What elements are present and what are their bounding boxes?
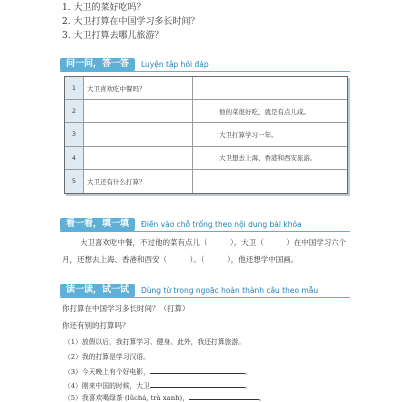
- qa-row: [65, 100, 347, 123]
- exercise-number: （1）: [64, 338, 82, 346]
- exercise-number: （2）: [64, 353, 82, 361]
- exercise-tail: 。: [244, 382, 252, 390]
- section-2-subtitle: Điền vào chỗ trống theo nội dung bài khóa: [141, 220, 302, 229]
- qa-question: [83, 123, 193, 145]
- exercise-text: 放假以后，我打算学习、健身。此外，我还打算旅游。: [81, 338, 246, 346]
- answer-blank[interactable]: [150, 366, 245, 374]
- exercise-tail: 。: [244, 368, 252, 376]
- qa-answer: 大卫打算学习一年。: [219, 130, 278, 139]
- question-2: 2. 大卫打算在中国学习多长时间？: [62, 17, 200, 27]
- fill-paragraph-line-2: 月，还想去上海、香港和西安（ ）。（ ），他还想学中国画。: [62, 255, 299, 264]
- answer-blank[interactable]: [189, 392, 259, 400]
- section-2-tag: 看一看，填一填: [60, 218, 135, 231]
- section-3-rule: [60, 297, 350, 298]
- section-3-subtitle: Dùng từ trong ngoặc hoàn thành câu theo mẫu: [141, 286, 319, 295]
- qa-row-number: 2: [65, 100, 84, 122]
- qa-answer: 他的菜很好吃，就是有点儿咸。: [219, 107, 310, 116]
- example-question: 你打算在中国学习多长时间？（打算）: [62, 304, 190, 313]
- exercise-item: [64, 366, 252, 376]
- qa-row: [65, 170, 347, 193]
- qa-row-number: 5: [65, 170, 84, 193]
- section-3-header: [60, 284, 318, 297]
- section-2-header: [60, 218, 302, 231]
- qa-table: [64, 76, 348, 194]
- question-3: 3. 大卫打算去哪儿旅游？: [62, 31, 164, 41]
- qa-question: [83, 147, 193, 169]
- qa-row: [65, 77, 347, 100]
- qa-answer: 大卫想去上海、香港和西安旅游。: [219, 154, 317, 163]
- exercise-number: （3）: [64, 368, 82, 376]
- qa-answer: [193, 77, 347, 99]
- qa-row: [65, 123, 347, 146]
- qa-row-number: 3: [65, 123, 84, 145]
- exercise-item: [64, 351, 150, 361]
- qa-question: 大卫还有什么打算？: [83, 170, 193, 193]
- exercise-text: 今天晚上有个好电影，: [81, 368, 150, 376]
- section-1-header: [60, 58, 209, 71]
- qa-row: [65, 147, 347, 170]
- qa-answer: [193, 170, 347, 193]
- section-2-rule: [60, 231, 350, 232]
- question-1: 1. 大卫的菜好吃吗？: [62, 3, 146, 13]
- section-1-rule: [60, 71, 350, 72]
- exercise-number: （4）: [64, 382, 82, 390]
- exercise-tail: 。: [258, 394, 266, 402]
- qa-row-number: 1: [65, 77, 84, 99]
- qa-question: 大卫喜欢吃中餐吗？: [83, 77, 193, 99]
- qa-question: [83, 100, 193, 122]
- exercise-item: [64, 336, 245, 346]
- fill-paragraph-line-1: 大卫喜欢吃中餐，不过他的菜有点儿（ ）。大卫（ ）在中国学习六个: [80, 238, 347, 247]
- exercise-text: 刚来中国的时候，大卫: [81, 382, 150, 390]
- exercise-number: （5）: [64, 394, 82, 402]
- example-question-2: 你还有别的打算吗？: [62, 321, 130, 330]
- exercise-text: 我喜欢喝绿茶 (lǜchá, trà xanh)，: [81, 394, 189, 402]
- answer-blank[interactable]: [150, 380, 245, 388]
- section-3-tag: 读一读，试一试: [60, 284, 135, 297]
- exercise-text: 我的打算是学习汉语。: [81, 353, 150, 361]
- exercise-item: [64, 392, 266, 402]
- section-1-subtitle: Luyện tập hỏi đáp: [141, 60, 209, 69]
- exercise-item: [64, 380, 252, 390]
- section-1-tag: 问一问，答一答: [60, 58, 135, 71]
- qa-row-number: 4: [65, 147, 84, 169]
